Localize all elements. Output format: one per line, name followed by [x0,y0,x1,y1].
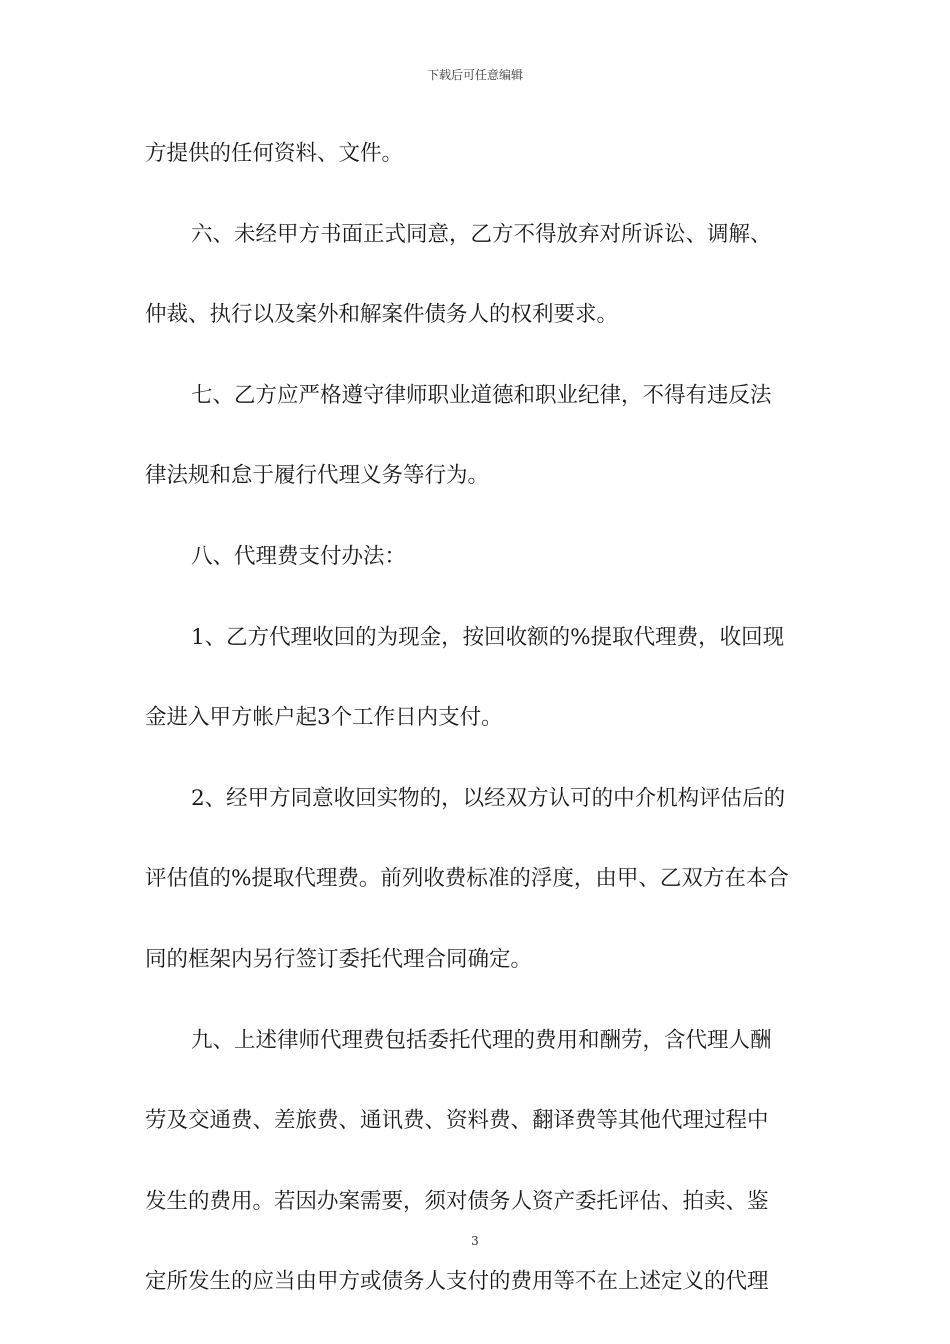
body-line: 六、未经甲方书面正式同意，乙方不得放弃对所诉讼、调解、 [191,221,772,247]
body-line: 1、乙方代理收回的为现金，按回收额的%提取代理费，收回现 [191,624,785,650]
body-line: 劳及交通费、差旅费、通讯费、资料费、翻译费等其他代理过程中 [145,1108,769,1134]
document-body [145,134,810,1343]
page-header: 下载后可任意编辑 [426,68,523,82]
body-line: 七、乙方应严格遵守律师职业道德和职业纪律，不得有违反法 [191,382,772,408]
body-line: 仲裁、执行以及案外和解案件债务人的权利要求。 [145,302,619,328]
page-number: 3 [471,1234,479,1248]
body-line: 同的框架内另行签订委托代理合同确定。 [145,946,533,972]
body-line: 方提供的任何资料、文件。 [145,141,404,166]
body-line: 评估值的%提取代理费。前列收费标准的浮度，由甲、乙双方在本合 [145,866,789,892]
body-line: 定所发生的应当由甲方或债务人支付的费用等不在上述定义的代理 [145,1269,769,1295]
body-line: 九、上述律师代理费包括委托代理的费用和酬劳，含代理人酬 [191,1027,772,1053]
body-line: 八、代理费支付办法： [191,543,407,569]
body-line: 金进入甲方帐户起3个工作日内支付。 [145,705,503,731]
body-line: 发生的费用。若因办案需要，须对债务人资产委托评估、拍卖、鉴 [145,1188,769,1214]
body-line: 2、经甲方同意收回实物的，以经双方认可的中介机构评估后的 [191,785,786,811]
body-line: 律法规和怠于履行代理义务等行为。 [145,463,490,489]
